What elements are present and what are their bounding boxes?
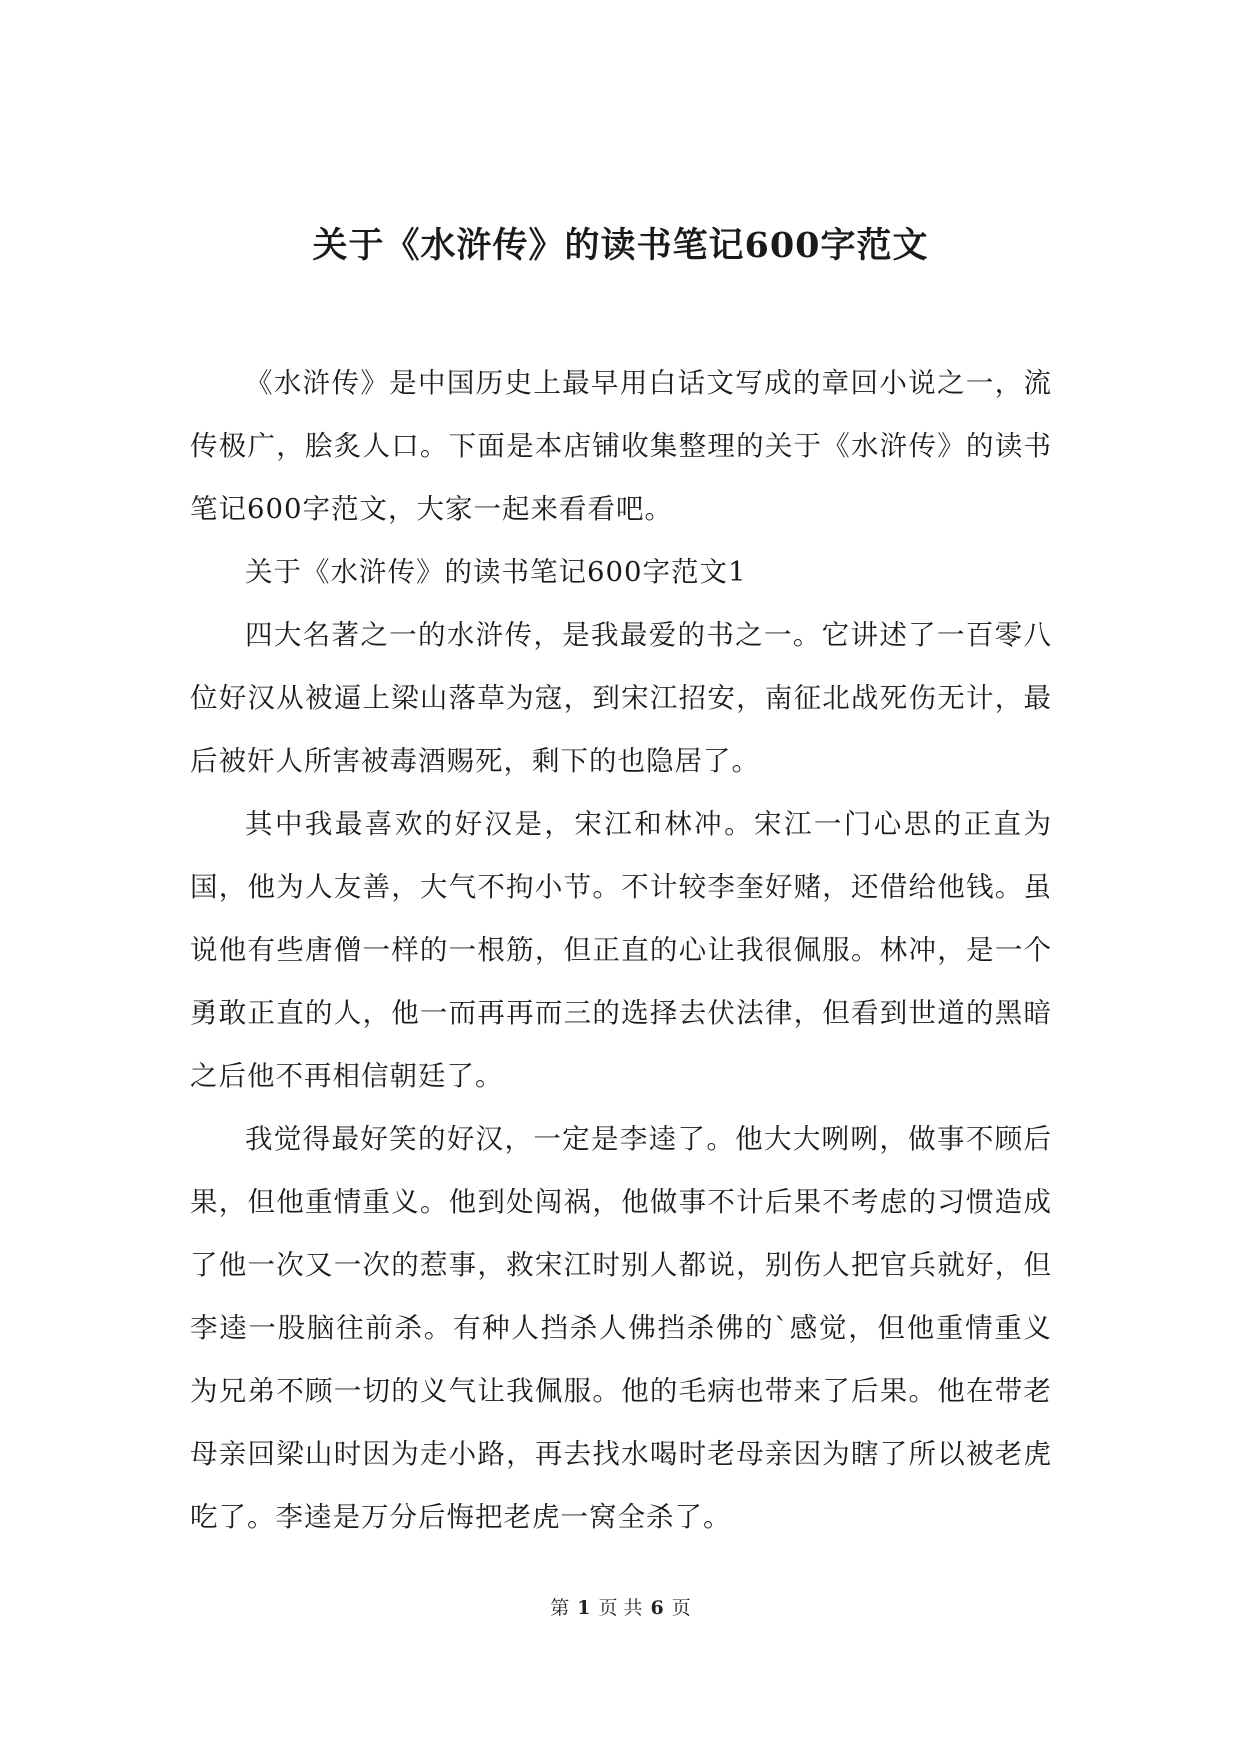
footer-prefix: 第: [550, 1597, 570, 1619]
section-heading: 关于《水浒传》的读书笔记600字范文1: [245, 556, 747, 588]
page-footer: [0, 1596, 1241, 1620]
page-title: 关于《水浒传》的读书笔记600字范文: [312, 225, 929, 266]
total-pages-number: 6: [650, 1597, 664, 1619]
paragraph: 其中我最喜欢的好汉是，宋江和林冲。宋江一门心思的正直为国，他为人友善，大气不拘小节。不计较李奎好赌，还借给他钱。虽说他有些唐僧一样的一根筋，但正直的心让我很佩服。林冲，是一个勇敢正直的人，他一而再再而三的选择去伏法律，但看到世道的黑暗之后他不再相信朝廷了。: [190, 808, 1052, 1092]
paragraph-intro: 《水浒传》是中国历史上最早用白话文写成的章回小说之一，流传极广，脍炙人口。下面是本店铺收集整理的关于《水浒传》的读书笔记600字范文，大家一起来看看吧。: [190, 367, 1052, 525]
footer-suffix: 页: [671, 1597, 691, 1619]
current-page-number: 1: [577, 1597, 591, 1619]
paragraph: 我觉得最好笑的好汉，一定是李逵了。他大大咧咧，做事不顾后果，但他重情重义。他到处闯祸，他做事不计后果不考虑的习惯造成了他一次又一次的惹事，救宋江时别人都说，别伤人把官兵就好，但李逵一股脑往前杀。有种人挡杀人佛挡杀佛的`感觉，但他重情重义为兄弟不顾一切的义气让我佩服。他的毛病也带来了后果。他在带老母亲回梁山时因为走小路，再去找水喝时老母亲因为瞎了所以被老虎吃了。李逵是万分后悔把老虎一窝全杀了。: [190, 1123, 1052, 1533]
paragraph: 四大名著之一的水浒传，是我最爱的书之一。它讲述了一百零八位好汉从被逼上梁山落草为寇，到宋江招安，南征北战死伤无计，最后被奸人所害被毒酒赐死，剩下的也隐居了。: [190, 619, 1052, 777]
document-body: [190, 352, 1052, 1549]
footer-mid: 页 共: [598, 1597, 643, 1619]
